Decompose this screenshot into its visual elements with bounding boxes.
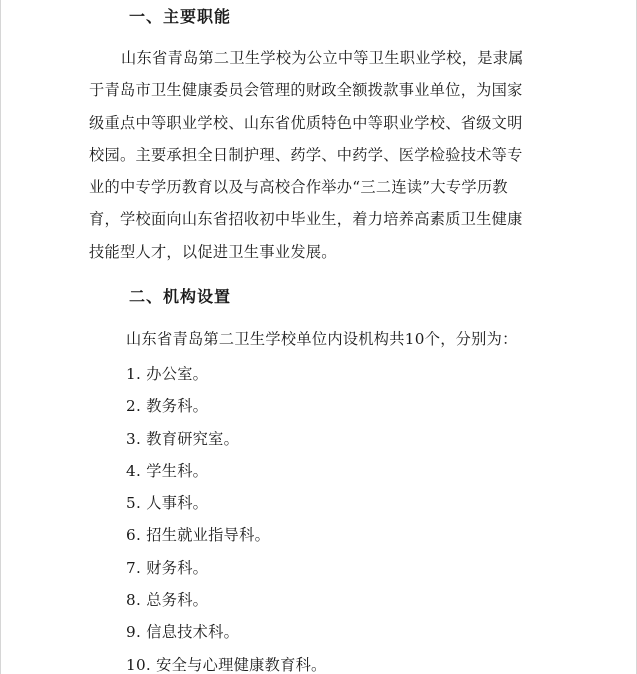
organization-intro: 山东省青岛第二卫生学校单位内设机构共10个，分别为： (126, 330, 518, 348)
list-item: 3. 教育研究室。 (126, 429, 240, 448)
list-item: 8. 总务科。 (126, 591, 209, 610)
paragraph-line: 于青岛市卫生健康委员会管理的财政全额拨款事业单位，为国家 (89, 81, 523, 100)
list-item: 7. 财务科。 (126, 558, 209, 577)
main-functions-paragraph (89, 42, 555, 268)
paragraph-line: 校园。主要承担全日制护理、药学、中药学、医学检验技术等专 (89, 145, 523, 164)
list-item: 4. 学生科。 (126, 461, 209, 480)
list-item: 9. 信息技术科。 (126, 623, 240, 642)
department-list (126, 358, 327, 674)
list-item: 6. 招生就业指导科。 (126, 526, 271, 545)
paragraph-line: 技能型人才，以促进卫生事业发展。 (89, 242, 337, 261)
section-heading-organization: 二、机构设置 (129, 287, 232, 306)
list-item: 2. 教务科。 (126, 397, 209, 416)
list-item: 5. 人事科。 (126, 494, 209, 513)
paragraph-line: 级重点中等职业学校、山东省优质特色中等职业学校、省级文明 (89, 113, 523, 132)
list-item: 10. 安全与心理健康教育科。 (126, 655, 327, 674)
paragraph-line: 山东省青岛第二卫生学校为公立中等卫生职业学校，是隶属 (121, 49, 524, 67)
paragraph-line: 业的中专学历教育以及与高校合作举办“三二连读”大专学历教 (89, 178, 508, 197)
paragraph-line: 育，学校面向山东省招收初中毕业生，着力培养高素质卫生健康 (89, 210, 523, 229)
section-heading-main-functions: 一、主要职能 (129, 7, 232, 26)
list-item: 1. 办公室。 (126, 365, 209, 383)
